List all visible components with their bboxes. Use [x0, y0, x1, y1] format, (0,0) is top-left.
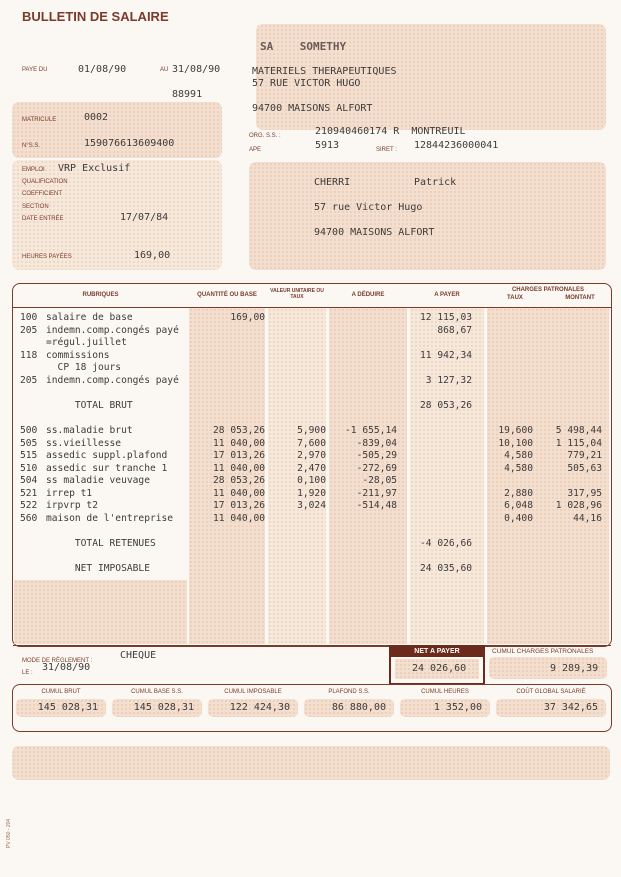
- row-code: 510: [20, 462, 38, 474]
- row-label: [46, 412, 191, 424]
- date-entree-label: DATE ENTRÉE: [22, 216, 64, 222]
- row-charge-rate: 10,100: [498, 437, 533, 449]
- employer-line1: MATERIELS THERAPEUTIQUES: [252, 66, 397, 77]
- row-pay: [410, 488, 472, 500]
- row-quantity: 11 040,00: [213, 462, 265, 474]
- row-quantity: 11 040,00: [213, 487, 265, 499]
- row-pay: 28 053,26: [420, 399, 472, 411]
- employer-name: SA SOMETHY: [260, 40, 347, 53]
- row-label: [46, 550, 191, 562]
- row-rate: 2,470: [297, 462, 326, 474]
- period-to-label: AU: [160, 67, 169, 73]
- row-deduct: -1 655,14: [345, 424, 397, 436]
- period-ref: 88991: [172, 89, 203, 100]
- recipient-last-name: CHERRI: [314, 177, 351, 188]
- row-quantity: [189, 337, 265, 349]
- row-pay: [410, 412, 472, 424]
- row-pay: [410, 387, 472, 399]
- recipient-address1: 57 rue Victor Hugo: [314, 202, 423, 213]
- row-quantity: 28 053,26: [213, 424, 265, 436]
- header-deduire: A DÉDUIRE: [351, 292, 385, 298]
- row-pay: [410, 475, 472, 487]
- row-charge-amount: [535, 325, 602, 337]
- row-charge-rate: [487, 375, 533, 387]
- row-code: 100: [20, 312, 38, 323]
- row-rate: [268, 375, 326, 387]
- row-label: CP 18 jours: [46, 362, 122, 374]
- row-pay: [410, 337, 472, 349]
- row-charge-rate: [487, 387, 533, 399]
- row-charge-rate: [487, 362, 533, 374]
- row-rate: [268, 538, 326, 550]
- row-rate: [268, 412, 326, 424]
- header-quantite: QUANTITÉ OU BASE: [197, 292, 257, 298]
- row-code: [20, 525, 46, 537]
- row-deduct: [329, 538, 397, 550]
- row-pay: [410, 513, 472, 525]
- row-code: 515: [20, 450, 38, 462]
- row-code: 521: [20, 487, 38, 499]
- row-quantity: [189, 350, 265, 362]
- row-code: 205: [20, 324, 38, 336]
- ape-label: APE: [249, 147, 262, 153]
- row-quantity: [189, 362, 265, 374]
- header-taux: TAUX: [507, 295, 523, 301]
- row-deduct: [329, 412, 397, 424]
- document-title: BULLETIN DE SALAIRE: [22, 9, 169, 24]
- row-charge-amount: 317,95: [567, 487, 602, 499]
- row-quantity: 11 040,00: [213, 512, 265, 524]
- heures-label: HEURES PAYÉES: [22, 254, 72, 260]
- row-pay: 868,67: [437, 324, 472, 336]
- cumul-charges-label: CUMUL CHARGES PATRONALES: [492, 648, 594, 655]
- section-label: SECTION: [22, 204, 49, 210]
- row-deduct: -514,48: [356, 500, 397, 512]
- row-rate: 2,970: [297, 450, 326, 462]
- payment-date-value: 31/08/90: [42, 662, 91, 673]
- row-label: irpvrp t2: [46, 500, 98, 512]
- row-code: [20, 362, 46, 374]
- row-label: =régul.juillet: [46, 337, 127, 349]
- row-label: indemn.comp.congés payé: [46, 374, 179, 386]
- org-ss-label: ORG. S.S. :: [249, 133, 281, 139]
- row-charge-amount: [535, 550, 602, 562]
- row-pay: 3 127,32: [425, 374, 472, 386]
- row-code: 500: [20, 424, 38, 436]
- row-label: [46, 525, 191, 537]
- row-label: maison de l'entreprise: [46, 512, 174, 524]
- row-code: [20, 337, 46, 349]
- row-charge-amount: 5 498,44: [555, 424, 602, 436]
- row-deduct: [329, 375, 397, 387]
- row-pay: [410, 362, 472, 374]
- row-charge-rate: [487, 400, 533, 412]
- row-charge-rate: 19,600: [498, 424, 533, 436]
- row-pay: [410, 425, 472, 437]
- cumul-value: 145 028,31: [37, 702, 98, 713]
- header-montant: MONTANT: [565, 295, 595, 301]
- row-rate: [268, 550, 326, 562]
- row-label: ss.vieillesse: [46, 437, 122, 449]
- cumul-label: CUMUL IMPOSABLE: [224, 689, 282, 695]
- cumul-value: 86 880,00: [331, 702, 386, 713]
- row-code: 504: [20, 475, 38, 487]
- row-charge-rate: 0,400: [504, 512, 533, 524]
- row-quantity: 169,00: [230, 312, 265, 323]
- row-code: 205: [20, 374, 38, 386]
- row-pay: 12 115,03: [420, 312, 472, 323]
- row-code: [20, 400, 46, 412]
- row-charge-rate: 4,580: [504, 462, 533, 474]
- qualification-label: QUALIFICATION: [22, 179, 68, 185]
- cumul-label: COÛT GLOBAL SALARIÉ: [516, 689, 586, 695]
- header-payer: A PAYER: [434, 292, 460, 298]
- mode-reglement-value: CHEQUE: [120, 650, 157, 661]
- heures-value: 169,00: [134, 250, 171, 261]
- row-pay: [410, 550, 472, 562]
- rubriques-column-foot: [14, 580, 187, 644]
- row-label: assedic suppl.plafond: [46, 450, 168, 462]
- row-charge-rate: [487, 350, 533, 362]
- mode-reglement-label: MODE DE RÈGLEMENT :: [22, 658, 93, 664]
- row-quantity: [189, 387, 265, 399]
- row-label: TOTAL BRUT: [46, 399, 133, 411]
- row-quantity: [189, 375, 265, 387]
- period-from-label: PAYE DU: [22, 67, 48, 73]
- row-rate: [268, 312, 326, 324]
- employer-line3: 94700 MAISONS ALFORT: [252, 103, 373, 114]
- payment-date-label: LE :: [22, 670, 33, 676]
- row-charge-amount: [535, 375, 602, 387]
- row-charge-amount: [535, 350, 602, 362]
- row-code: 560: [20, 512, 38, 524]
- row-rate: 3,024: [297, 500, 326, 512]
- row-label: commissions: [46, 349, 110, 361]
- row-charge-amount: [535, 475, 602, 487]
- row-pay: 11 942,34: [420, 349, 472, 361]
- row-pay: [410, 525, 472, 537]
- row-deduct: [329, 563, 397, 575]
- row-rate: [268, 350, 326, 362]
- row-charge-rate: [487, 550, 533, 562]
- row-label: ss maladie veuvage: [46, 475, 150, 487]
- row-pay: [410, 450, 472, 462]
- row-label: NET IMPOSABLE: [46, 563, 150, 574]
- row-charge-rate: [487, 325, 533, 337]
- header-rubriques: RUBRIQUES: [82, 292, 119, 298]
- net-a-payer-label: NET A PAYER: [391, 647, 483, 657]
- row-label: ss.maladie brut: [46, 424, 133, 436]
- row-charge-rate: 2,880: [504, 487, 533, 499]
- cumul-label: CUMUL HEURES: [421, 689, 469, 695]
- table-bottom-line: [13, 645, 611, 646]
- row-label: salaire de base: [46, 312, 133, 323]
- row-quantity: [189, 400, 265, 412]
- emploi-value: VRP Exclusif: [58, 163, 131, 174]
- row-charge-rate: [487, 525, 533, 537]
- row-quantity: [189, 563, 265, 575]
- cumul-value: 1 352,00: [433, 702, 482, 713]
- row-deduct: [329, 325, 397, 337]
- row-charge-rate: [487, 563, 533, 575]
- row-rate: 1,920: [297, 487, 326, 499]
- row-pay: [410, 438, 472, 450]
- row-deduct: [329, 362, 397, 374]
- row-deduct: [329, 550, 397, 562]
- row-rate: 5,900: [297, 424, 326, 436]
- row-charge-amount: 1 115,04: [555, 437, 602, 449]
- row-quantity: [189, 325, 265, 337]
- cumul-value: 145 028,31: [133, 702, 194, 713]
- row-quantity: 28 053,26: [213, 475, 265, 487]
- row-label: indemn.comp.congés payé: [46, 324, 179, 336]
- row-quantity: 11 040,00: [213, 437, 265, 449]
- footer-code: PV 050 - 204: [6, 818, 12, 848]
- row-rate: [268, 400, 326, 412]
- row-pay: 24 035,60: [420, 563, 472, 574]
- row-code: [20, 563, 46, 575]
- row-pay: [410, 500, 472, 512]
- row-rate: [268, 337, 326, 349]
- nss-label: N°S.S.: [22, 143, 41, 149]
- row-charge-amount: [535, 563, 602, 575]
- row-charge-amount: [535, 538, 602, 550]
- row-label: TOTAL RETENUES: [46, 537, 156, 549]
- row-label: irrep t1: [46, 487, 93, 499]
- row-deduct: [329, 513, 397, 525]
- row-charge-rate: [487, 412, 533, 424]
- row-charge-amount: [535, 400, 602, 412]
- row-deduct: -28,05: [362, 475, 397, 487]
- row-deduct: -272,69: [356, 462, 397, 474]
- cumul-label: PLAFOND S.S.: [328, 689, 370, 695]
- row-quantity: [189, 412, 265, 424]
- row-quantity: [189, 538, 265, 550]
- row-code: 505: [20, 437, 38, 449]
- period-to: 31/08/90: [172, 64, 221, 75]
- row-charge-amount: 779,21: [567, 450, 602, 462]
- row-code: [20, 387, 46, 399]
- row-deduct: [329, 387, 397, 399]
- row-charge-rate: 4,580: [504, 450, 533, 462]
- matricule-value: 0002: [84, 112, 109, 123]
- row-rate: [268, 513, 326, 525]
- siret-label: SIRET :: [376, 147, 397, 153]
- date-entree-value: 17/07/84: [120, 212, 169, 223]
- header-valeur: VALEUR UNITAIRE OU TAUX: [270, 288, 324, 300]
- row-rate: [268, 325, 326, 337]
- row-charge-rate: [487, 538, 533, 550]
- org-ss-value: 210940460174 R MONTREUIL: [315, 126, 466, 137]
- matricule-label: MATRICULE: [22, 117, 57, 123]
- employee-id-box: [12, 102, 222, 158]
- nss-value: 159076613609400: [84, 138, 175, 149]
- row-rate: [268, 362, 326, 374]
- row-deduct: -839,04: [356, 437, 397, 449]
- period-from: 01/08/90: [78, 64, 127, 75]
- row-label: assedic sur tranche 1: [46, 462, 168, 474]
- row-charge-rate: [487, 475, 533, 487]
- row-pay: [410, 463, 472, 475]
- row-charge-amount: [535, 412, 602, 424]
- siret-value: 12844236000041: [414, 140, 499, 151]
- row-charge-rate: 6,048: [504, 500, 533, 512]
- footer-band: [12, 746, 610, 780]
- employer-line2: 57 RUE VICTOR HUGO: [252, 78, 361, 89]
- row-quantity: [189, 550, 265, 562]
- row-charge-amount: [535, 525, 602, 537]
- row-quantity: 17 013,26: [213, 500, 265, 512]
- row-charge-amount: 44,16: [573, 512, 602, 524]
- row-charge-amount: 1 028,96: [555, 500, 602, 512]
- row-label: [46, 387, 191, 399]
- row-rate: 0,100: [297, 475, 326, 487]
- cumul-label: CUMUL BASE S.S.: [131, 689, 183, 695]
- row-rate: [268, 525, 326, 537]
- row-charge-amount: [535, 337, 602, 349]
- header-charges: CHARGES PATRONALES: [511, 287, 585, 293]
- row-quantity: 17 013,26: [213, 450, 265, 462]
- row-charge-rate: [487, 337, 533, 349]
- ape-value: 5913: [315, 140, 340, 151]
- cumul-charges-value: 9 289,39: [550, 663, 599, 674]
- emploi-label: EMPLOI: [22, 167, 45, 173]
- row-charge-amount: 505,63: [567, 462, 602, 474]
- row-rate: [268, 387, 326, 399]
- row-charge-amount: [535, 387, 602, 399]
- row-deduct: [329, 525, 397, 537]
- row-deduct: [329, 350, 397, 362]
- row-deduct: [329, 312, 397, 324]
- row-charge-amount: [535, 362, 602, 374]
- cumul-value: 122 424,30: [229, 702, 290, 713]
- row-deduct: [329, 400, 397, 412]
- row-quantity: [189, 525, 265, 537]
- row-code: [20, 538, 46, 550]
- recipient-first-name: Patrick: [414, 177, 457, 188]
- cumul-value: 37 342,65: [543, 702, 598, 713]
- row-code: [20, 550, 46, 562]
- recipient-address2: 94700 MAISONS ALFORT: [314, 227, 435, 238]
- row-code: [20, 412, 46, 424]
- row-pay: -4 026,66: [420, 537, 472, 549]
- row-deduct: [329, 337, 397, 349]
- row-deduct: -505,29: [356, 450, 397, 462]
- row-rate: [268, 563, 326, 575]
- cumul-label: CUMUL BRUT: [41, 689, 81, 695]
- row-charge-rate: [487, 312, 533, 324]
- row-code: 522: [20, 500, 38, 512]
- net-a-payer-value: 24 026,60: [412, 663, 467, 674]
- row-deduct: -211,97: [356, 487, 397, 499]
- row-charge-amount: [535, 312, 602, 324]
- row-rate: 7,600: [297, 437, 326, 449]
- row-code: 118: [20, 349, 38, 361]
- coefficient-label: COEFFICIENT: [22, 191, 62, 197]
